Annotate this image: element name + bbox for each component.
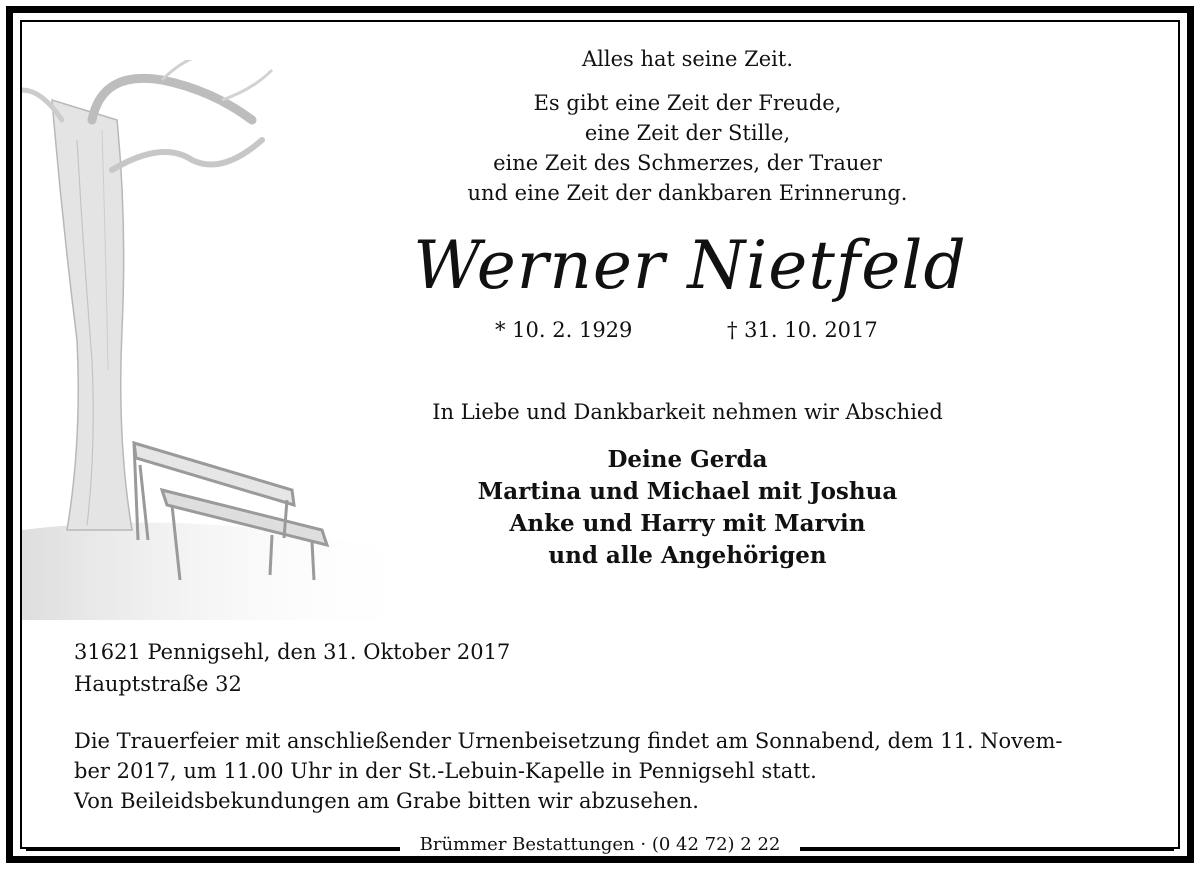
street-address: Hauptstraße 32 xyxy=(74,672,242,696)
ceremony-notice xyxy=(74,726,1134,816)
farewell-line: In Liebe und Dankbarkeit nehmen wir Abschied xyxy=(432,400,943,424)
family-list xyxy=(380,444,995,572)
family-member: und alle Angehörigen xyxy=(548,542,827,569)
footer-rule-right xyxy=(800,848,1174,851)
tree-bench-illustration xyxy=(22,60,422,620)
funeral-home-footer: Brümmer Bestattungen · (0 42 72) 2 22 xyxy=(400,834,800,855)
notice-line: ber 2017, um 11.00 Uhr in der St.-Lebuin-Kapelle in Pennigsehl statt. xyxy=(74,759,817,783)
family-member: Deine Gerda xyxy=(607,446,768,473)
death-date: † 31. 10. 2017 xyxy=(727,318,878,342)
poem-line: und eine Zeit der dankbaren Erinnerung. xyxy=(467,181,908,205)
footer-rule-left xyxy=(26,848,400,851)
address-block xyxy=(74,636,510,700)
family-member: Anke und Harry mit Marvin xyxy=(509,510,866,537)
birth-date: * 10. 2. 1929 xyxy=(495,318,633,342)
family-member: Martina und Michael mit Joshua xyxy=(477,478,898,505)
poem-line: Alles hat seine Zeit. xyxy=(581,47,794,71)
poem-line: eine Zeit des Schmerzes, der Trauer xyxy=(493,151,882,175)
place-date: 31621 Pennigsehl, den 31. Oktober 2017 xyxy=(74,640,511,664)
deceased-name: Werner Nietfeld xyxy=(413,227,967,304)
poem-block xyxy=(420,44,955,208)
notice-line: Die Trauerfeier mit anschließender Urnenbeisetzung findet am Sonnabend, dem 11. Novem- xyxy=(74,729,1063,753)
poem-line: eine Zeit der Stille, xyxy=(584,121,791,145)
poem-line: Es gibt eine Zeit der Freude, xyxy=(533,91,842,115)
notice-line: Von Beileidsbekundungen am Grabe bitten wir abzusehen. xyxy=(74,789,699,813)
